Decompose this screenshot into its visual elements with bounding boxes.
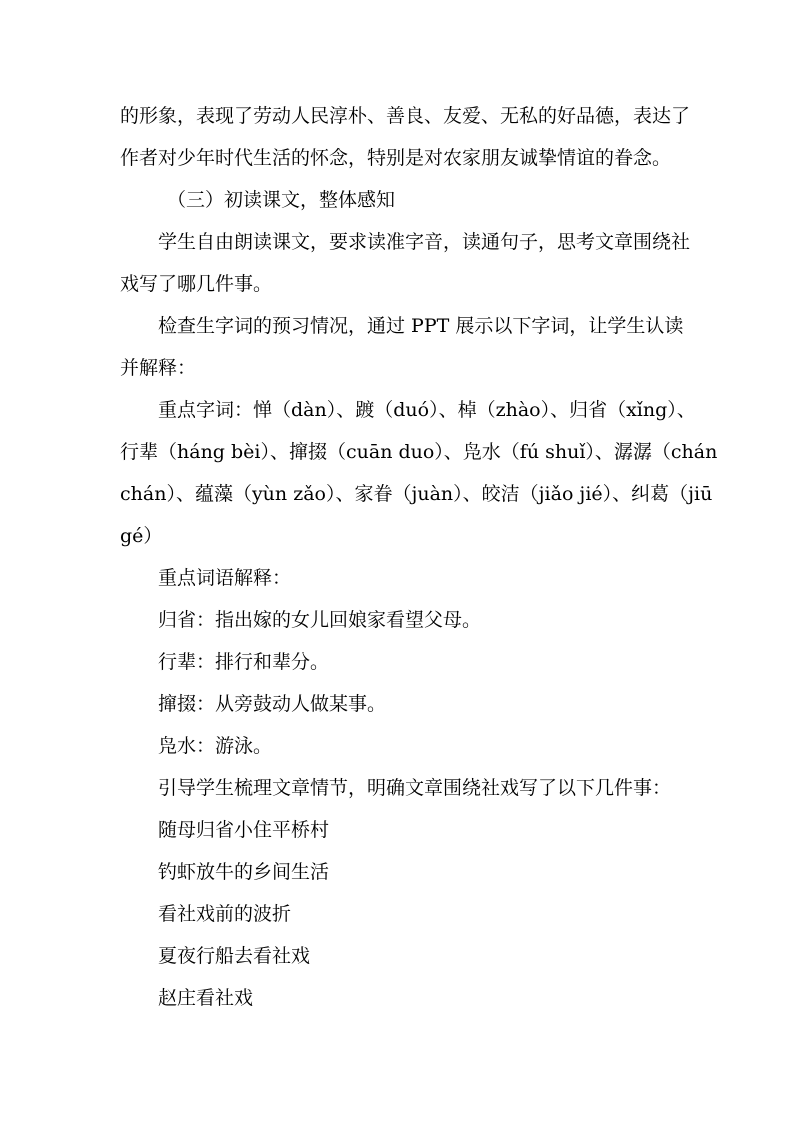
section-heading: （三）初读课文，整体感知 <box>167 189 396 211</box>
explain-item: 行辈：排行和辈分。 <box>158 651 330 673</box>
paragraph-line: 的形象，表现了劳动人民淳朴、善良、友爱、无私的好品德，表达了 <box>120 105 691 127</box>
vocab-line: 重点字词：惮（dàn）、踱（duó）、棹（zhào）、归省（xǐng）、 <box>158 399 696 421</box>
paragraph-line: 戏写了哪几件事。 <box>120 273 273 295</box>
paragraph-line: 学生自由朗读课文，要求读准字音，读通句子，思考文章围绕社 <box>158 231 691 253</box>
vocab-line: gé） <box>120 525 163 547</box>
paragraph-line: 作者对少年时代生活的怀念，特别是对农家朋友诚挚情谊的眷念。 <box>120 147 672 169</box>
vocab-line: chán）、蕴藻（yùn zǎo）、家眷（juàn）、皎洁（jiǎo jié）、纠葛（jiū <box>120 483 713 505</box>
paragraph-line: 检查生字词的预习情况，通过 PPT 展示以下字词，让学生认读 <box>158 315 684 337</box>
event-item: 赵庄看社戏 <box>158 987 254 1009</box>
guide-line: 引导学生梳理文章情节，明确文章围绕社戏写了以下几件事： <box>158 777 672 799</box>
event-item: 看社戏前的波折 <box>158 903 292 925</box>
paragraph-line: 并解释： <box>120 357 197 379</box>
event-item: 随母归省小住平桥村 <box>158 819 330 841</box>
explain-item: 凫水：游泳。 <box>158 735 273 757</box>
vocab-line: 行辈（háng bèi）、撺掇（cuān duo）、凫水（fú shuǐ）、潺潺（chán <box>120 441 718 463</box>
explain-item: 撺掇：从旁鼓动人做某事。 <box>158 693 387 715</box>
event-item: 夏夜行船去看社戏 <box>158 945 311 967</box>
explain-heading: 重点词语解释： <box>158 567 292 589</box>
event-item: 钓虾放牛的乡间生活 <box>158 861 330 883</box>
explain-item: 归省：指出嫁的女儿回娘家看望父母。 <box>158 609 482 631</box>
